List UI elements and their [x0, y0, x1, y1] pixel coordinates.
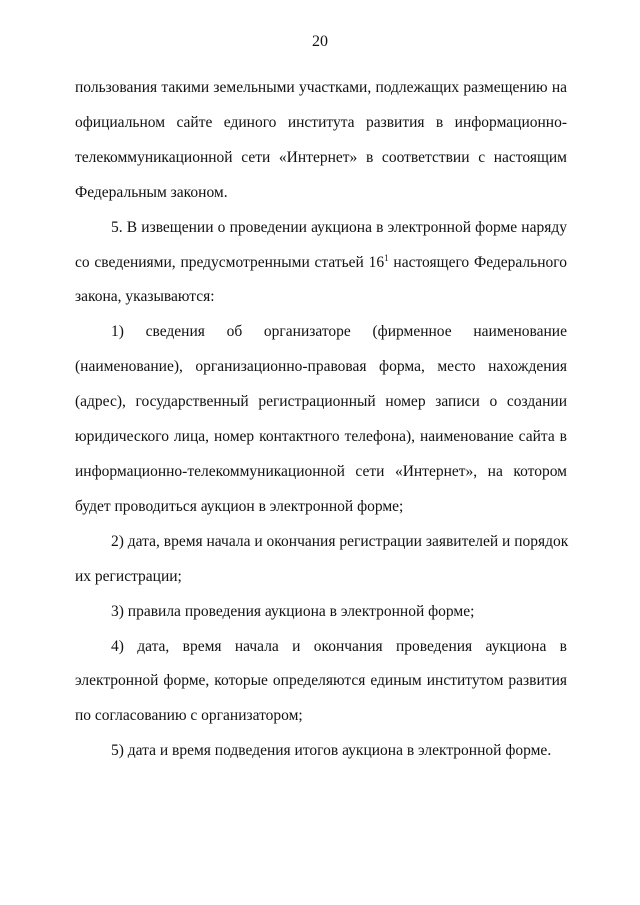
text-line: информационно-телекоммуникационной сети «Интернет», на котором	[75, 462, 567, 480]
document-body	[75, 71, 567, 769]
paragraph-subitem-1	[75, 315, 567, 524]
paragraph-subitem-5	[75, 734, 567, 769]
text-line: 3) правила проведения аукциона в электронной форме;	[111, 602, 475, 620]
page-number: 20	[312, 33, 328, 50]
text-line: электронной форме, которые определяются единым институтом развития	[75, 672, 567, 690]
text-fragment: настоящего Федерального	[388, 253, 567, 271]
text-fragment: со сведениями, предусмотренными статьей 16	[75, 253, 385, 271]
paragraph-item-5-notice	[75, 211, 567, 316]
text-line	[75, 246, 567, 281]
paragraph-subitem-4	[75, 630, 567, 735]
article-superscript: 1	[384, 252, 389, 263]
paragraph-subitem-3	[75, 595, 567, 630]
text-line: (адрес), государственный регистрационный номер записи о создании	[75, 393, 567, 411]
text-line: (наименование), организационно-правовая форма, место нахождения	[75, 358, 567, 376]
text-line: телекоммуникационной сети «Интернет» в соответствии с настоящим	[75, 148, 567, 166]
text-line: юридического лица, номер контактного телефона), наименование сайта в	[75, 428, 567, 446]
paragraph-subitem-2	[75, 525, 567, 595]
text-line: их регистрации;	[75, 567, 182, 585]
text-line: пользования такими земельными участками, подлежащих размещению на	[75, 79, 567, 96]
text-line: 5. В извещении о проведении аукциона в электронной форме наряду	[111, 218, 567, 236]
text-line: Федеральным законом.	[75, 183, 228, 201]
text-line: закона, указываются:	[75, 288, 215, 306]
text-line: 5) дата и время подведения итогов аукциона в электронной форме.	[111, 742, 552, 760]
paragraph-continuation	[75, 71, 567, 211]
text-line: будет проводиться аукцион в электронной форме;	[75, 497, 404, 515]
text-line: по согласованию с организатором;	[75, 707, 303, 725]
text-line: 2) дата, время начала и окончания регистрации заявителей и порядок	[111, 532, 569, 550]
text-line: 4) дата, время начала и окончания проведения аукциона в	[111, 637, 567, 655]
text-line: официальном сайте единого института развития в информационно-	[75, 113, 567, 131]
text-line: 1) сведения об организаторе (фирменное наименование	[111, 323, 567, 341]
